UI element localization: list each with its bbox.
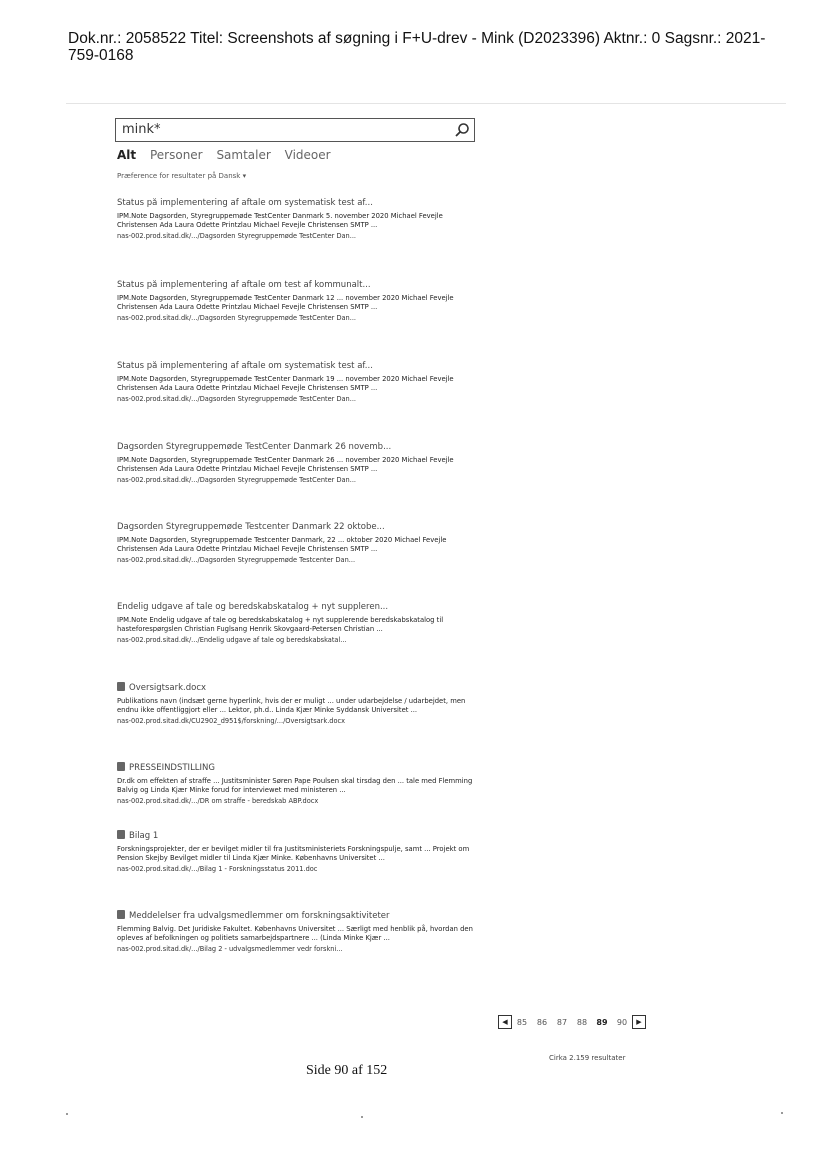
result-url[interactable]: nas-002.prod.sitad.dk/CU2902_d951$/forskning/.../Oversigtsark.docx — [117, 717, 346, 725]
result-item — [117, 682, 477, 725]
result-url[interactable]: nas-002.prod.sitad.dk/.../Bilag 1 - Forskningsstatus 2011.doc — [117, 865, 318, 873]
page-87[interactable]: 87 — [556, 1017, 568, 1027]
result-url[interactable]: nas-002.prod.sitad.dk/.../Dagsorden Styregruppemøde Testcenter Dan... — [117, 556, 356, 564]
tab-samtaler[interactable]: Samtaler — [216, 148, 271, 162]
result-title[interactable]: Status på implementering af aftale om test af kommunalt... — [117, 280, 371, 290]
search-input[interactable] — [115, 118, 475, 142]
result-title[interactable]: Endelig udgave af tale og beredskabskatalog + nyt suppleren... — [117, 602, 389, 612]
page-88[interactable]: 88 — [576, 1017, 588, 1027]
result-url[interactable]: nas-002.prod.sitad.dk/.../Dagsorden Styregruppemøde TestCenter Dan... — [117, 232, 357, 240]
divider — [66, 103, 786, 104]
tab-videoer[interactable]: Videoer — [284, 148, 331, 162]
result-url[interactable]: nas-002.prod.sitad.dk/.../DR om straffe - beredskab ABP.docx — [117, 797, 319, 805]
word-doc-icon — [117, 910, 125, 919]
result-snippet: IPM.Note Dagsorden, Styregruppemøde TestCenter Danmark 12 ... november 2020 Michael Fevejle Christensen Ada Laura Odette Printzlau Michael Fevejle Christensen SMTP ... — [117, 294, 454, 311]
result-snippet: Publikations navn (indsæt gerne hyperlink, hvis der er muligt ... under udarbejdelse / udarbejdet, men endnu ikke offentliggjort eller ... Lektor, ph.d.. Linda Kjær Minke Syddansk Universitet ... — [117, 697, 466, 714]
chevron-left-icon[interactable]: ◀ — [498, 1015, 512, 1029]
result-title[interactable]: PRESSEINDSTILLING — [117, 762, 477, 773]
result-snippet: Forskningsprojekter, der er bevilget midler til fra Justitsministeriets Forskningspulje, samt ... Projekt om Pension Skejby Bevilget midler til Linda Kjær Minke. Københavns Universitet ... — [117, 845, 470, 862]
search-icon[interactable] — [454, 122, 470, 138]
results-count: Cirka 2.159 resultater — [549, 1054, 626, 1062]
result-title[interactable]: Status på implementering af aftale om systematisk test af... — [117, 198, 373, 208]
result-snippet: IPM.Note Dagsorden, Styregruppemøde TestCenter Danmark 5. november 2020 Michael Fevejle Christensen Ada Laura Odette Printzlau Michael Fevejle Christensen SMTP ... — [117, 212, 443, 229]
search-query: mink* — [122, 122, 161, 137]
result-snippet: IPM.Note Dagsorden, Styregruppemøde TestCenter Danmark 26 ... november 2020 Michael Fevejle Christensen Ada Laura Odette Printzlau Michael Fevejle Christensen SMTP ... — [117, 456, 454, 473]
result-item — [117, 522, 477, 564]
word-doc-icon — [117, 830, 125, 839]
word-doc-icon — [117, 682, 125, 691]
result-title[interactable]: Meddelelser fra udvalgsmedlemmer om forskningsaktiviteter — [117, 910, 477, 921]
result-title[interactable]: Bilag 1 — [117, 830, 477, 841]
chevron-right-icon[interactable]: ▶ — [632, 1015, 646, 1029]
scan-speck — [66, 1113, 68, 1115]
result-title[interactable]: Oversigtsark.docx — [117, 682, 477, 693]
tab-personer[interactable]: Personer — [149, 148, 203, 162]
result-item — [117, 910, 477, 953]
result-title[interactable]: Dagsorden Styregruppemøde TestCenter Danmark 26 novemb... — [117, 442, 392, 452]
tab-alt[interactable]: Alt — [117, 148, 137, 162]
result-item — [117, 280, 477, 322]
result-url[interactable]: nas-002.prod.sitad.dk/.../Bilag 2 - udvalgsmedlemmer vedr forskni... — [117, 945, 343, 953]
result-snippet: Dr.dk om effekten af straffe ... Justitsminister Søren Pape Poulsen skal tirsdag den ... tale med Flemming Balvig og Linda Kjær Minke forud for interviewet med ministeren ... — [117, 777, 473, 794]
result-item — [117, 762, 477, 805]
result-item — [117, 830, 477, 873]
page-85[interactable]: 85 — [516, 1017, 528, 1027]
result-snippet: IPM.Note Dagsorden, Styregruppemøde Testcenter Danmark, 22 ... oktober 2020 Michael Fevejle Christensen Ada Laura Odette Printzlau Michael Fevejle Christensen SMTP ... — [117, 536, 447, 553]
result-title[interactable]: Status på implementering af aftale om systematisk test af... — [117, 361, 373, 371]
result-item — [117, 602, 477, 644]
result-url[interactable]: nas-002.prod.sitad.dk/.../Dagsorden Styregruppemøde TestCenter Dan... — [117, 314, 357, 322]
page-89[interactable]: 89 — [596, 1017, 608, 1027]
scan-speck — [361, 1116, 363, 1118]
language-preference-link[interactable]: Præference for resultater på Dansk ▾ — [117, 172, 247, 180]
pagination — [498, 1012, 646, 1032]
word-doc-icon — [117, 762, 125, 771]
page-number: Side 90 af 152 — [306, 1063, 388, 1078]
result-url[interactable]: nas-002.prod.sitad.dk/.../Dagsorden Styregruppemøde TestCenter Dan... — [117, 476, 357, 484]
result-title[interactable]: Dagsorden Styregruppemøde Testcenter Danmark 22 oktobe... — [117, 522, 385, 532]
page-86[interactable]: 86 — [536, 1017, 548, 1027]
result-url[interactable]: nas-002.prod.sitad.dk/.../Dagsorden Styregruppemøde TestCenter Dan... — [117, 395, 357, 403]
result-item — [117, 361, 477, 403]
result-item — [117, 442, 477, 484]
document-header: Dok.nr.: 2058522 Titel: Screenshots af søgning i F+U-drev - Mink (D2023396) Aktnr.: 0 Sagsnr.: 2021-759-0168 — [68, 30, 766, 64]
result-snippet: IPM.Note Dagsorden, Styregruppemøde TestCenter Danmark 19 ... november 2020 Michael Fevejle Christensen Ada Laura Odette Printzlau Michael Fevejle Christensen SMTP ... — [117, 375, 454, 392]
result-url[interactable]: nas-002.prod.sitad.dk/.../Endelig udgave af tale og beredskabskatal... — [117, 636, 347, 644]
page-90[interactable]: 90 — [616, 1017, 628, 1027]
result-snippet: Flemming Balvig. Det Juridiske Fakultet. Københavns Universitet ... Særligt med henblik på, hvordan den opleves af befolkningen og politiets samarbejdspartnere ... (Linda Minke Kjær ... — [117, 925, 473, 942]
search-tabs — [117, 148, 341, 162]
scan-speck — [781, 1112, 783, 1114]
result-item — [117, 198, 477, 240]
result-snippet: IPM.Note Endelig udgave af tale og beredskabskatalog + nyt supplerende beredskabskatalog til hasteforespørgslen Christian Fuglsang Henrik Skovgaard-Petersen Christian ... — [117, 616, 444, 633]
